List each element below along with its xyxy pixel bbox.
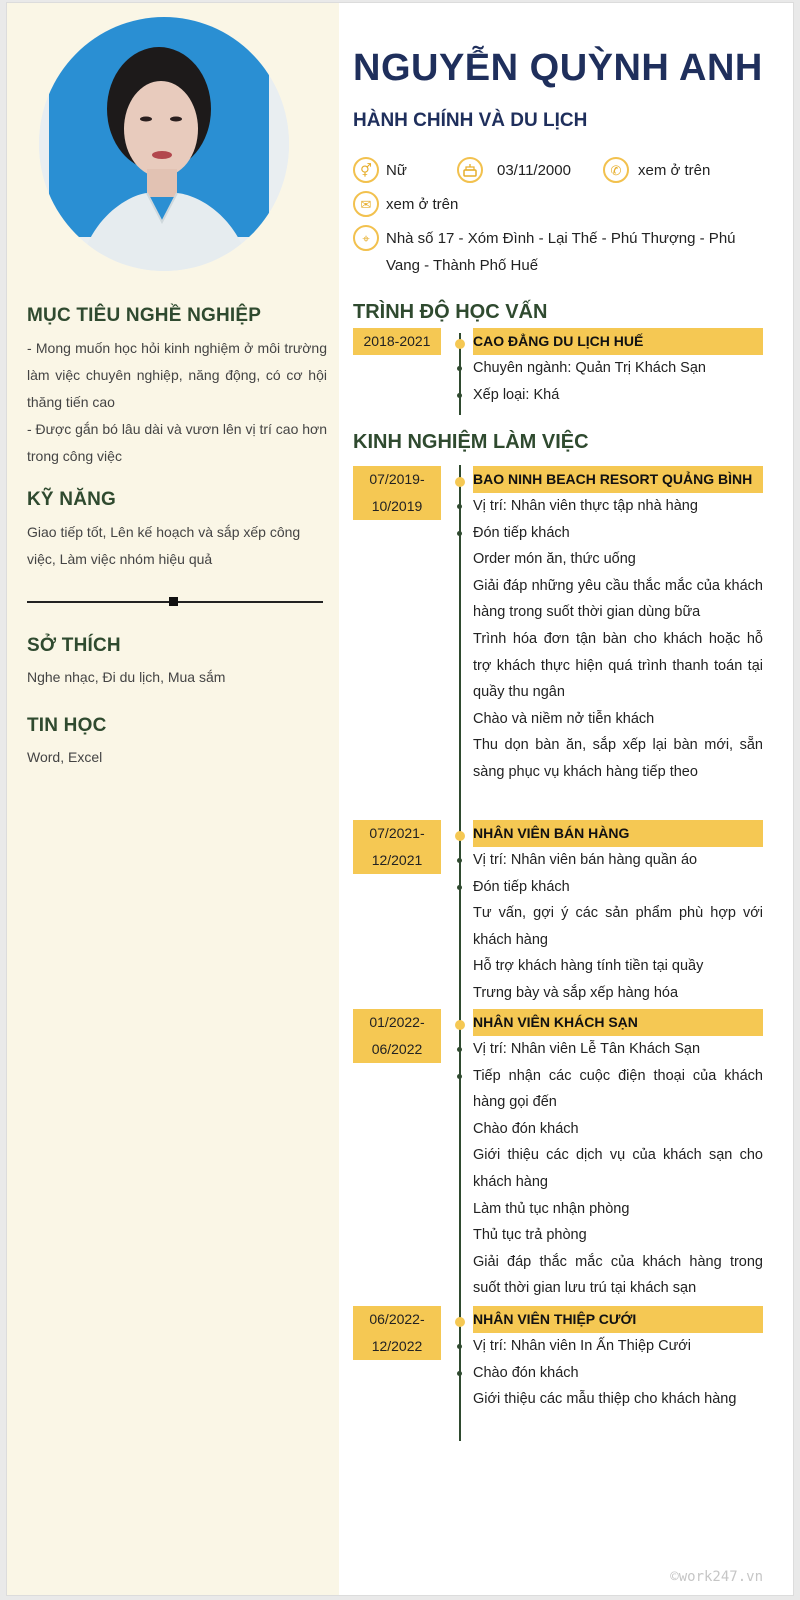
list-item: Trưng bày và sắp xếp hàng hóa (473, 984, 679, 1001)
list-item: Tư vấn, gợi ý các sản phẩm phù hợp với khách hàng (473, 905, 763, 948)
list-item: Chào đón khách (473, 1360, 763, 1387)
map-icon: ⌖ (353, 225, 379, 251)
experience-3-title: NHÂN VIÊN KHÁCH SẠN (473, 1009, 763, 1036)
phone-text: xem ở trên (638, 162, 711, 179)
experience-1-items (473, 493, 763, 786)
skills-text: Giao tiếp tốt, Lên kế hoạch và sắp xếp công việc, Làm việc nhóm hiệu quả (27, 524, 301, 567)
education-entry-title: CAO ĐẲNG DU LỊCH HUẾ (473, 328, 763, 355)
list-item: Đón tiếp khách (473, 520, 763, 547)
education-title: TRÌNH ĐỘ HỌC VẤN (353, 301, 548, 323)
list-item: Giới thiệu các dịch vụ của khách sạn cho khách hàng (473, 1147, 763, 1190)
birthday-cake-icon (457, 157, 483, 183)
experience-3-dot (455, 1020, 465, 1030)
list-item: Chuyên ngành: Quản Trị Khách Sạn (473, 355, 763, 382)
skills-section (27, 489, 327, 573)
experience-2-dot (455, 831, 465, 841)
list-item: Vị trí: Nhân viên Lễ Tân Khách Sạn (473, 1036, 763, 1063)
phone-icon: ✆ (603, 157, 629, 183)
gender-info (353, 157, 407, 184)
address-info (353, 225, 763, 279)
hobbies-text: Nghe nhạc, Đi du lịch, Mua sắm (27, 669, 226, 685)
experience-3-items (473, 1036, 763, 1302)
list-item: Order món ăn, thức uống (473, 551, 636, 568)
list-item: Xếp loại: Khá (473, 382, 763, 409)
sidebar (7, 3, 339, 1595)
experience-1-dot (455, 477, 465, 487)
experience-2-title: NHÂN VIÊN BÁN HÀNG (473, 820, 763, 847)
list-item: Giải đáp những yêu cầu thắc mắc của khách hàng trong suốt thời gian dùng bữa (473, 577, 763, 621)
list-item: Làm thủ tục nhận phòng (473, 1200, 630, 1217)
list-item: Giới thiệu các mẫu thiệp cho khách hàng (473, 1391, 737, 1408)
experience-2-date: 07/2021- 12/2021 (353, 820, 441, 874)
it-section (27, 715, 327, 769)
address-text: Nhà số 17 - Xóm Đình - Lại Thế - Phú Thượng - Phú Vang - Thành Phố Huế (386, 230, 736, 274)
list-item: Tiếp nhận các cuộc điện thoại của khách hàng gọi đến (473, 1063, 763, 1116)
cv-page (6, 2, 794, 1596)
email-text: xem ở trên (386, 196, 459, 213)
list-item: Vị trí: Nhân viên In Ấn Thiệp Cưới (473, 1333, 763, 1360)
profile-photo-image (39, 17, 289, 271)
list-item: Trình hóa đơn tận bàn cho khách hoặc hỗ trợ khách thực hiện quá trình thanh toán tại quầy thu ngân (473, 630, 763, 701)
experience-4-dot (455, 1317, 465, 1327)
email-info (353, 191, 458, 218)
experience-4-date: 06/2022- 12/2022 (353, 1306, 441, 1360)
education-items (473, 355, 763, 408)
experience-title: KINH NGHIỆM LÀM VIỆC (353, 431, 589, 453)
objective-line-1: - Mong muốn học hỏi kinh nghiệm ở môi trường làm việc chuyên nghiệp, năng động, có cơ hội thăng tiến cao (27, 340, 327, 410)
skills-title: KỸ NĂNG (27, 489, 117, 510)
experience-4-items (473, 1333, 763, 1413)
experience-1-title: BAO NINH BEACH RESORT QUẢNG BÌNH (473, 466, 763, 493)
experience-1-date: 07/2019- 10/2019 (353, 466, 441, 520)
hobbies-section (27, 635, 327, 689)
education-dot (455, 339, 465, 349)
gender-icon: ⚥ (353, 157, 379, 183)
objective-line-2: - Được gắn bó lâu dài và vươn lên vị trí cao hơn trong công việc (27, 421, 327, 464)
phone-info (603, 157, 710, 184)
objective-title: MỤC TIÊU NGHỀ NGHIỆP (27, 305, 262, 326)
experience-timeline (459, 465, 461, 1441)
birthday-info (457, 157, 571, 184)
birthday-text: 03/11/2000 (497, 162, 571, 179)
experience-2-items (473, 847, 763, 1007)
list-item: Thủ tục trả phòng (473, 1227, 587, 1244)
candidate-role: HÀNH CHÍNH VÀ DU LỊCH (353, 110, 588, 131)
profile-photo (39, 17, 289, 271)
education-date: 2018-2021 (353, 328, 441, 355)
email-icon: ✉ (353, 191, 379, 217)
list-item: Vị trí: Nhân viên thực tập nhà hàng (473, 493, 763, 520)
experience-3-date: 01/2022- 06/2022 (353, 1009, 441, 1063)
hobbies-title: SỞ THÍCH (27, 635, 121, 656)
candidate-name: NGUYỄN QUỲNH ANH (353, 47, 763, 89)
objective-section (27, 305, 327, 470)
it-text: Word, Excel (27, 749, 103, 765)
list-item: Chào và niềm nở tiễn khách (473, 710, 655, 727)
list-item: Chào đón khách (473, 1120, 579, 1137)
watermark: ©work247.vn (670, 1569, 763, 1585)
it-title: TIN HỌC (27, 715, 107, 736)
experience-4-title: NHÂN VIÊN THIỆP CƯỚI (473, 1306, 763, 1333)
list-item: Vị trí: Nhân viên bán hàng quần áo (473, 847, 763, 874)
list-item: Đón tiếp khách (473, 874, 763, 901)
list-item: Hỗ trợ khách hàng tính tiền tại quầy (473, 958, 704, 975)
sidebar-divider-knob (169, 597, 178, 606)
gender-text: Nữ (386, 162, 407, 179)
list-item: Thu dọn bàn ăn, sắp xếp lại bàn mới, sẵn sàng phục vụ khách hàng tiếp theo (473, 737, 763, 780)
list-item: Giải đáp thắc mắc của khách hàng trong suốt thời gian lưu trú tại khách sạn (473, 1253, 763, 1297)
